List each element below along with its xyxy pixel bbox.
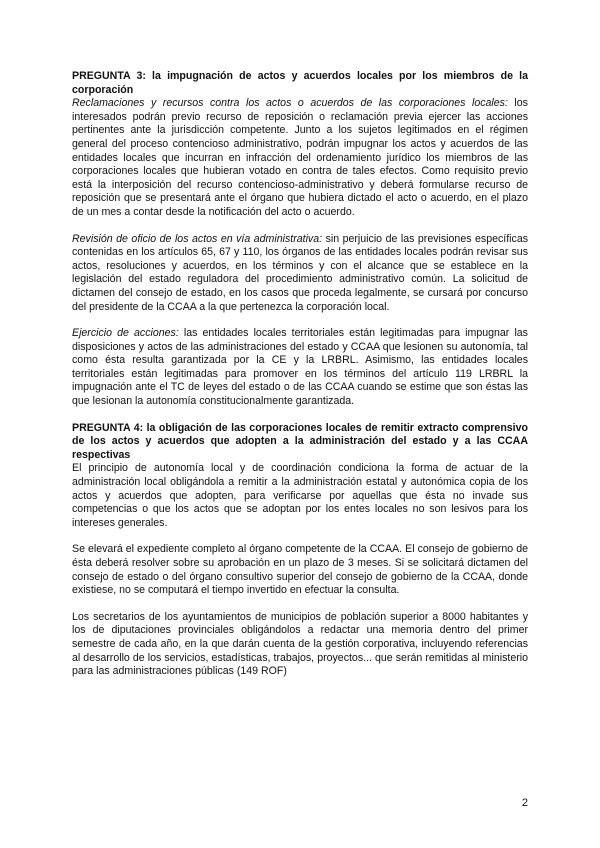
- section-heading: PREGUNTA 3: la impugnación de actos y acuerdos locales por los miembros de la corporación: [72, 70, 528, 96]
- paragraph-text: Se elevará el expediente completo al órgano competente de la CCAA. El consejo de gobierno de ésta deberá resolver sobre su aprobación en un plazo de 3 meses. Si se solicitará dictamen del consejo de estado o del órgano consultivo superior del consejo de gobierno de la CCAA, donde existiese, no se computará el tiempo invertido en efectuar la consulta.: [72, 543, 528, 597]
- page-number: 2: [521, 797, 528, 809]
- section-heading: PREGUNTA 4: la obligación de las corporaciones locales de remitir extracto comprensivo de los actos y acuerdos que adopten a la administración del estado y a las CCAA respectivas: [72, 421, 528, 461]
- section-pregunta-4: [72, 422, 528, 679]
- paragraph-text: Los secretarios de los ayuntamientos de municipios de población superior a 8000 habitantes y los de diputaciones provinciales obligándolos a redactar una memoria dentro del primer semestre de cada año, en la que darán cuenta de la gestión corporativa, incluyendo referencias al desarrollo de los servicios, estadísticas, trabajos, proyectos... que serán remitidas al ministerio para las administraciones públicas (149 ROF): [72, 610, 528, 678]
- paragraph-text: sin perjuicio de las previsiones específicas contenidas en los artículos 65, 67 y 110, los órganos de las entidades locales podrán revisar sus actos, resoluciones y acuerdos, en los términos y con el alcance que se establece en la legislación del estado reguladora del procedimiento administrativo común. La solicitud de dictamen del consejo de estado, en los casos que proceda legalmente, se cursará por concurso del presidente de la CCAA a la que pertenezca la corporación local.: [72, 232, 529, 313]
- paragraph-text: las entidades locales territoriales están legitimadas para impugnar las disposiciones y actos de las administraciones del estado y CCAA que lesionen su autonomía, tal como ésta resulta garantizada por la CE y la LRBRL. Asimismo, las entidades locales territoriales están legitimadas para promover en los términos del artículo 119 LRBRL la impugnación ante el TC de leyes del estado o de las CCAA cuando se estime que son éstas las que lesionan la autonomía constitucionalmente garantizada.: [72, 327, 528, 408]
- paragraph-revision-de-oficio: [72, 233, 528, 315]
- paragraph-lead: Ejercicio de acciones:: [72, 327, 179, 340]
- paragraph-secretarios: [72, 611, 528, 679]
- paragraph-lead: Reclamaciones y recursos contra los actos o acuerdos de las corporaciones locales:: [72, 97, 508, 110]
- section-pregunta-3: [72, 70, 528, 409]
- paragraph-reclamaciones: [72, 97, 528, 219]
- paragraph-lead: Revisión de oficio de los actos en vía administrativa:: [72, 232, 323, 245]
- paragraph-ejercicio-de-acciones: [72, 327, 528, 409]
- paragraph-principio-autonomia: [72, 462, 528, 530]
- paragraph-text: los interesados podrán previo recurso de reposición o reclamación previa ejercer las acciones pertinentes ante la jurisdicción competente. Junto a los sujetos legitimados en el régimen general del proceso contencioso administrativo, podrán impugnar los actos y acuerdos de las entidades locales que incurran en infracción del ordenamiento jurídico los miembros de las corporaciones locales que hubieran votado en contra de tales efectos. Como requisito previo está la interposición del recurso contencioso-administrativo y deberá formularse recurso de reposición que se presentará ante el órgano que hubiera dictado el acto o acuerdo, en el plazo de un mes a contar desde la notificación del acto o acuerdo.: [72, 97, 528, 218]
- paragraph-expediente: [72, 543, 528, 597]
- paragraph-text: El principio de autonomía local y de coordinación condiciona la forma de actuar de la administración local obligándola a remitir a la administración estatal y autonómica copia de los actos y acuerdos que adopten, para verificarse por aquellas que ésta no invade sus competencias o que los actos que se adoptan por los entes locales no son lesivos para los intereses generales.: [72, 462, 528, 529]
